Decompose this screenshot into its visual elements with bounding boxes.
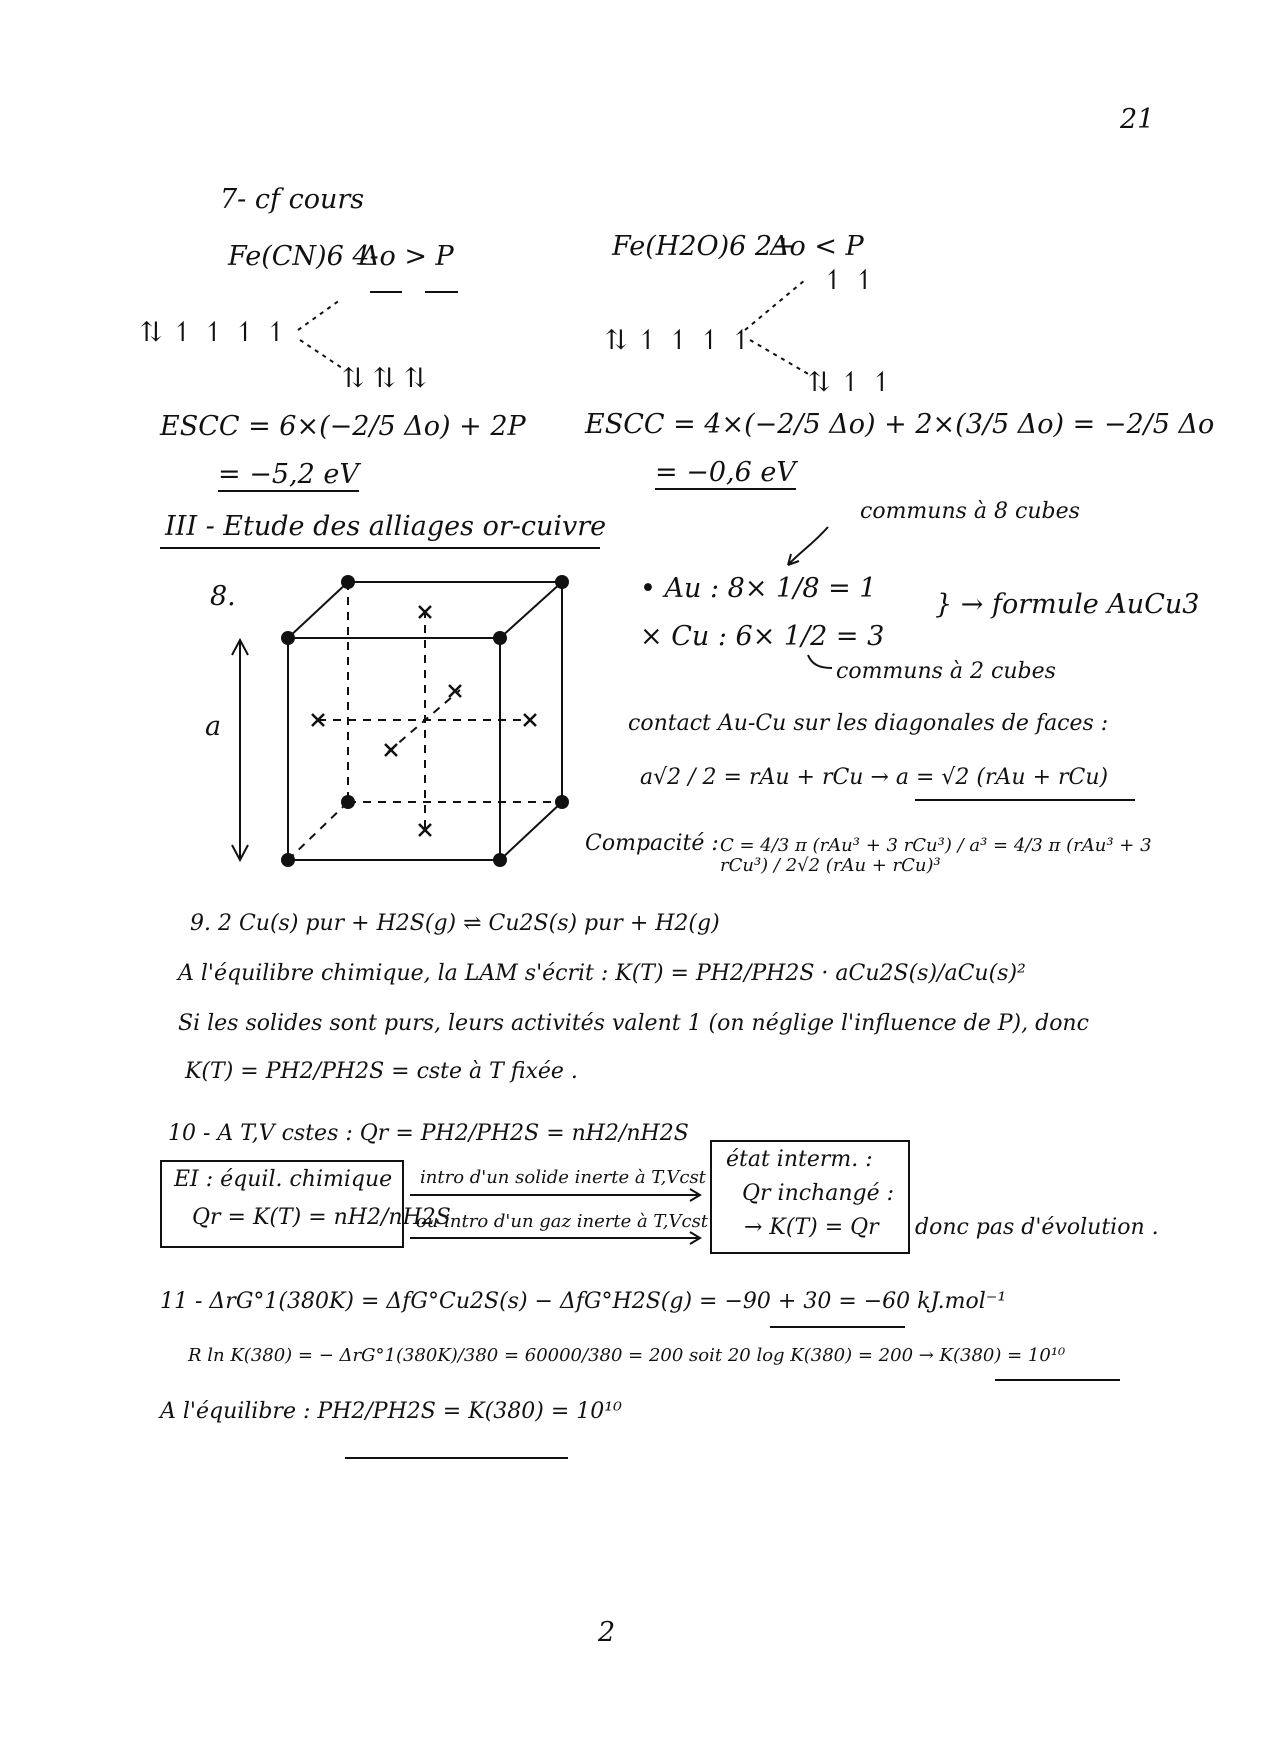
- splitting-lines-left: [298, 300, 345, 370]
- q7-left-result: = −5,2 eV: [218, 459, 359, 490]
- intermediate-state-box: [710, 1140, 910, 1254]
- note-common-8: communs à 8 cubes: [860, 499, 1080, 524]
- section-title: III - Etude des alliages or-cuivre: [165, 511, 607, 542]
- formula-result: } → formule AuCu3: [935, 589, 1200, 620]
- q7-left-t2g: ⇅ ⇅ ⇅: [342, 363, 428, 394]
- cube-edge-label: a: [205, 711, 222, 742]
- initial-state-box: [160, 1160, 451, 1248]
- ei-line1: EI : équil. chimique: [174, 1167, 393, 1192]
- q11-line1: 11 - ΔrG°1(380K) = ΔfG°Cu2S(s) − ΔfG°H2S(g) = −90 + 30 = −60 kJ.mol⁻¹: [160, 1289, 1007, 1314]
- q7-right-eg: ↿ ↿: [822, 265, 876, 296]
- au-count: • Au : 8× 1/8 = 1: [640, 573, 877, 604]
- q7-right-result: = −0,6 eV: [655, 457, 796, 488]
- ei-line2: Qr = K(T) = nH2/nH2S: [192, 1205, 451, 1230]
- note-common-2: communs à 2 cubes: [836, 659, 1056, 684]
- q7-right-t2g: ⇅ ↿ ↿: [808, 367, 894, 398]
- q7-left-complex: Fe(CN)6 4-: [228, 241, 379, 272]
- perturbation-solid: intro d'un solide inerte à T,Vcst: [420, 1167, 706, 1188]
- page-corner-number: 21: [1120, 104, 1155, 135]
- q7-left-condition: Δo > P: [360, 241, 454, 272]
- q10-conclusion: donc pas d'évolution .: [915, 1215, 1159, 1240]
- compacity-label: Compacité :: [585, 831, 719, 856]
- q7-header: 7- cf cours: [220, 184, 365, 215]
- q7-right-free-ion: ⇅ ↿ ↿ ↿ ↿: [605, 325, 753, 356]
- arrow-note-bottom: [808, 655, 832, 668]
- q11-line3: A l'équilibre : PH2/PH2S = K(380) = 10¹⁰: [160, 1399, 622, 1424]
- arrow-note-top: [788, 527, 828, 565]
- q9-line1: A l'équilibre chimique, la LAM s'écrit : K(T) = PH2/PH2S · aCu2S(s)/aCu(s)²: [178, 961, 1026, 986]
- q11-line2: R ln K(380) = − ΔrG°1(380K)/380 = 60000/380 = 200 soit 20 log K(380) = 200 → K(380) = 10¹⁰: [188, 1345, 1066, 1366]
- page-footer-number: 2: [598, 1617, 616, 1648]
- q7-right-complex: Fe(H2O)6 2+: [612, 231, 795, 262]
- ef-line1: état interm. :: [726, 1147, 873, 1172]
- ef-line3: → K(T) = Qr: [744, 1215, 879, 1240]
- ef-line2: Qr inchangé :: [742, 1181, 895, 1206]
- lattice-relation: a√2 / 2 = rAu + rCu → a = √2 (rAu + rCu): [640, 765, 1109, 790]
- q9-line3: K(T) = PH2/PH2S = cste à T fixée .: [185, 1059, 578, 1084]
- q8-label: 8.: [210, 581, 236, 612]
- compacity-expression: C = 4/3 π (rAu³ + 3 rCu³) / a³ = 4/3 π (rAu³ + 3 rCu³) / 2√2 (rAu + rCu)³: [720, 835, 1152, 876]
- splitting-lines-right: [745, 280, 810, 375]
- q10-header: 10 - A T,V cstes : Qr = PH2/PH2S = nH2/nH2S: [168, 1121, 689, 1146]
- q7-left-free-ion: ⇅ ↿ ↿ ↿ ↿: [140, 317, 288, 348]
- q9-line2: Si les solides sont purs, leurs activités valent 1 (on néglige l'influence de P), donc: [178, 1011, 1089, 1036]
- q7-right-condition: Δo < P: [770, 231, 864, 262]
- q7-left-escc: ESCC = 6×(−2/5 Δo) + 2P: [160, 411, 526, 442]
- cu-count: × Cu : 6× 1/2 = 3: [640, 621, 885, 652]
- q7-right-escc: ESCC = 4×(−2/5 Δo) + 2×(3/5 Δo) = −2/5 Δo: [585, 409, 1215, 440]
- perturbation-gas: ou intro d'un gaz inerte à T,Vcst: [416, 1211, 709, 1232]
- contact-statement: contact Au-Cu sur les diagonales de faces :: [628, 711, 1109, 736]
- unit-cell-cube: [288, 582, 562, 860]
- q9-reaction: 9. 2 Cu(s) pur + H2S(g) ⇌ Cu2S(s) pur + H2(g): [190, 911, 720, 936]
